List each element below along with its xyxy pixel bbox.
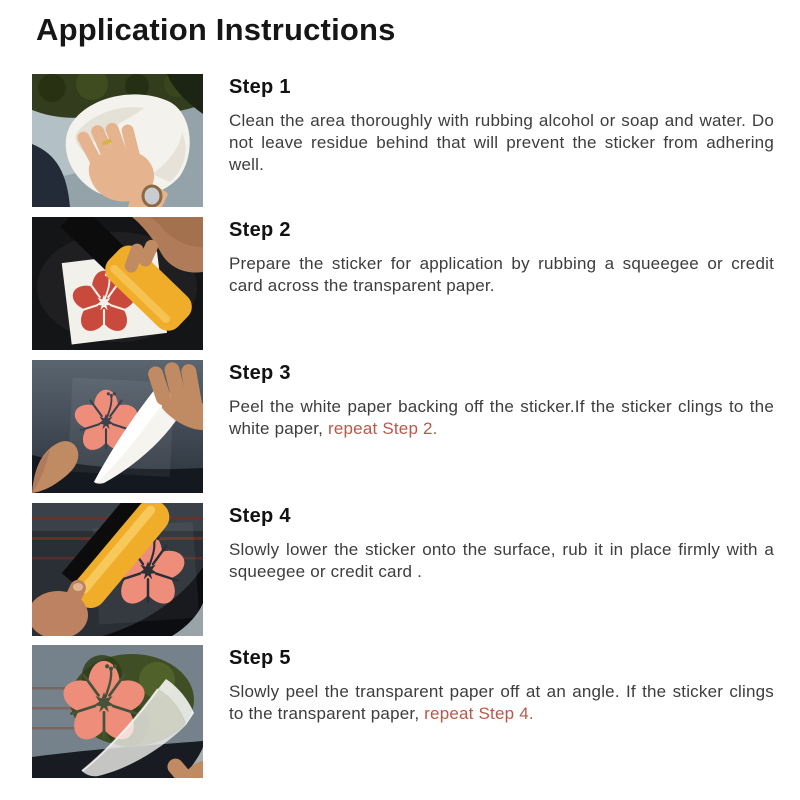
step-body-text: Prepare the sticker for application by rubbing a squeegee or credit card across the transparent paper. (229, 254, 774, 296)
step-row-3 (32, 360, 774, 493)
step-body-highlight: repeat Step 4. (424, 704, 534, 724)
step-2-text (229, 217, 774, 297)
step-title: Step 1 (229, 76, 291, 98)
step-row-2 (32, 217, 774, 350)
peel-transfer-illustration (32, 645, 203, 778)
step-3-text (229, 360, 774, 440)
step-4-photo (32, 503, 203, 636)
apply-sticker-illustration (32, 503, 203, 636)
step-body (229, 396, 774, 440)
step-row-4 (32, 503, 774, 636)
step-1-photo (32, 74, 203, 207)
step-body (229, 110, 774, 176)
step-body-text: Slowly lower the sticker onto the surface, rub it in place firmly with a squeegee or credit card . (229, 540, 774, 582)
step-1-text (229, 74, 774, 176)
step-3-photo (32, 360, 203, 493)
step-title: Step 5 (229, 647, 291, 669)
step-5-text (229, 645, 774, 725)
step-title: Step 4 (229, 505, 291, 527)
step-4-text (229, 503, 774, 583)
step-body-text: Slowly peel the transparent paper off at an angle. If the sticker clings to the transparent paper, (229, 682, 774, 724)
peel-backing-illustration (32, 360, 203, 493)
step-body-text: Clean the area thoroughly with rubbing alcohol or soap and water. Do not leave residue behind that will prevent the sticker from adhering well. (229, 111, 774, 175)
wipe-surface-illustration (32, 74, 203, 207)
watch-graphic (143, 186, 161, 206)
step-body-highlight: repeat Step 2. (328, 419, 438, 439)
squeegee-on-paper-illustration (32, 217, 203, 350)
page-title: Application Instructions (36, 12, 396, 47)
step-body-text: Peel the white paper backing off the sticker.If the sticker clings to the white paper, (229, 397, 774, 439)
step-body (229, 539, 774, 583)
step-title: Step 3 (229, 362, 291, 384)
step-2-photo (32, 217, 203, 350)
step-title: Step 2 (229, 219, 291, 241)
step-row-1 (32, 74, 774, 207)
step-row-5 (32, 645, 774, 778)
step-body (229, 253, 774, 297)
step-body (229, 681, 774, 725)
step-5-photo (32, 645, 203, 778)
